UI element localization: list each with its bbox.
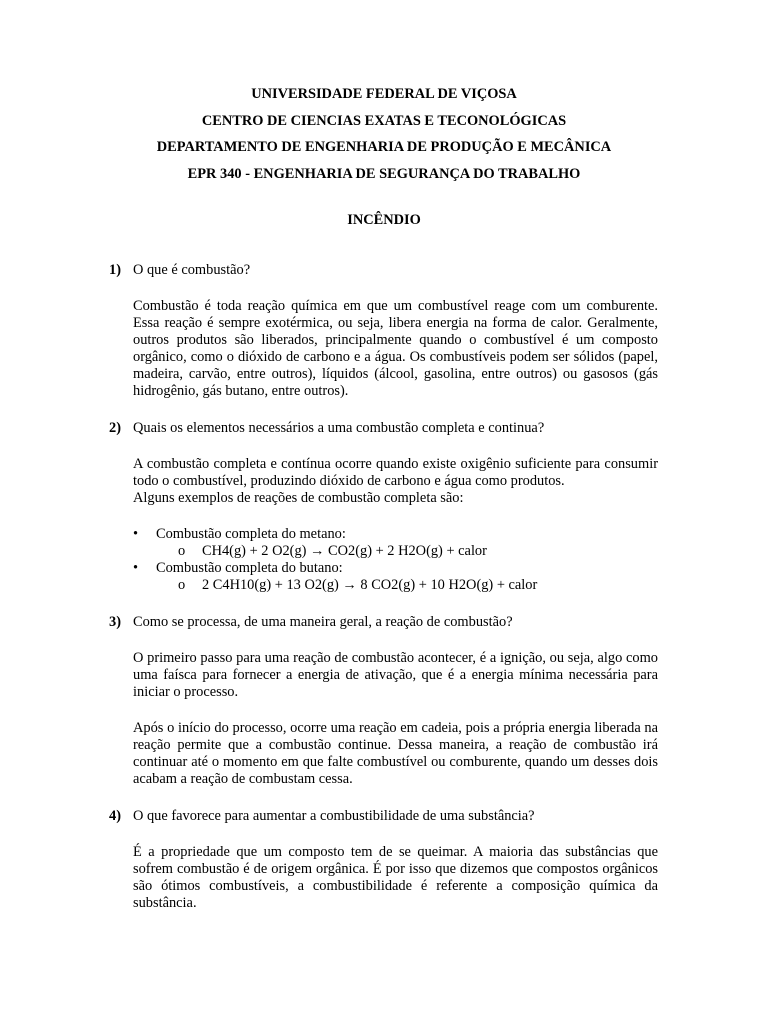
question-number: 4) — [109, 808, 121, 824]
question-text: O que é combustão? — [133, 262, 251, 278]
list-item — [133, 526, 658, 543]
list-item-label: Combustão completa do metano: — [156, 526, 346, 542]
answer-1: Combustão é toda reação química em que um combustível reage com um comburente. Essa reação é sempre exotérmica, ou seja, libera energia na forma de calor. Geralmente, outros produtos são liberados, principalmente quando o combustível é um composto orgânico, como o dióxido de carbono e a água. Os combustíveis podem ser sólidos (papel, madeira, carvão, entre outros), líquidos (álcool, gasolina, entre outros) ou gasosos (gás hidrogênio, gás butano, entre outros). — [133, 298, 658, 399]
answer-2-examples-intro: Alguns exemplos de reações de combustão completa são: — [133, 490, 464, 506]
question-number: 2) — [109, 420, 121, 436]
question-text: Quais os elementos necessários a uma combustão completa e continua? — [133, 420, 545, 436]
question-1 — [109, 262, 658, 279]
university-name: UNIVERSIDADE FEDERAL DE VIÇOSA — [251, 86, 517, 102]
bullet-icon: • — [133, 560, 139, 576]
question-text: Como se processa, de uma maneira geral, a reação de combustão? — [133, 614, 513, 630]
answer-4: É a propriedade que um composto tem de se queimar. A maioria das substâncias que sofrem combustão é de origem orgânica. É por isso que dizemos que compostos orgânicos são ótimos combustíveis, a combustibilidade é referente a composição química da substância. — [133, 844, 658, 911]
question-3 — [109, 614, 658, 631]
circle-bullet-icon: o — [178, 543, 186, 559]
question-2 — [109, 420, 658, 437]
document-body — [109, 262, 658, 912]
question-4 — [109, 808, 658, 825]
center-name: CENTRO DE CIENCIAS EXATAS E TECONOLÓGICAS — [201, 112, 567, 129]
sub-list-item — [133, 577, 658, 594]
answer-3: O primeiro passo para uma reação de combustão acontecer, é a ignição, ou seja, algo como uma faísca para fornecer a energia de ativação, que é a energia mínima necessária para iniciar o processo. — [133, 650, 658, 700]
question-text: O que favorece para aumentar a combustibilidade de uma substância? — [133, 808, 535, 824]
circle-bullet-icon: o — [178, 577, 186, 593]
document-header — [0, 86, 768, 193]
sub-list-item — [133, 543, 658, 560]
document-topic: INCÊNDIO — [347, 212, 421, 228]
course-name: EPR 340 - ENGENHARIA DE SEGURANÇA DO TRABALHO — [187, 166, 581, 183]
list-item-label: Combustão completa do butano: — [156, 560, 343, 576]
question-number: 1) — [109, 262, 121, 278]
chemical-equation: CH4(g) + 2 O2(g) → CO2(g) + 2 H2O(g) + calor — [202, 543, 487, 559]
question-number: 3) — [109, 614, 121, 630]
reaction-examples-list — [109, 526, 658, 594]
bullet-icon: • — [133, 526, 139, 542]
answer-3-continued: Após o início do processo, ocorre uma reação em cadeia, pois a própria energia liberada na reação permite que a combustão continue. Dessa maneira, a reação de combustão irá continuar até o momento em que falte combustível ou comburente, quando um desses dois acabam a reação de combustam cessa. — [133, 720, 658, 787]
answer-2: A combustão completa e contínua ocorre quando existe oxigênio suficiente para consumir todo o combustível, produzindo dióxido de carbono e água como produtos. — [133, 456, 658, 489]
chemical-equation: 2 C4H10(g) + 13 O2(g) → 8 CO2(g) + 10 H2O(g) + calor — [202, 577, 538, 593]
department-name: DEPARTAMENTO DE ENGENHARIA DE PRODUÇÃO E MECÂNICA — [156, 139, 612, 156]
list-item — [133, 560, 658, 577]
